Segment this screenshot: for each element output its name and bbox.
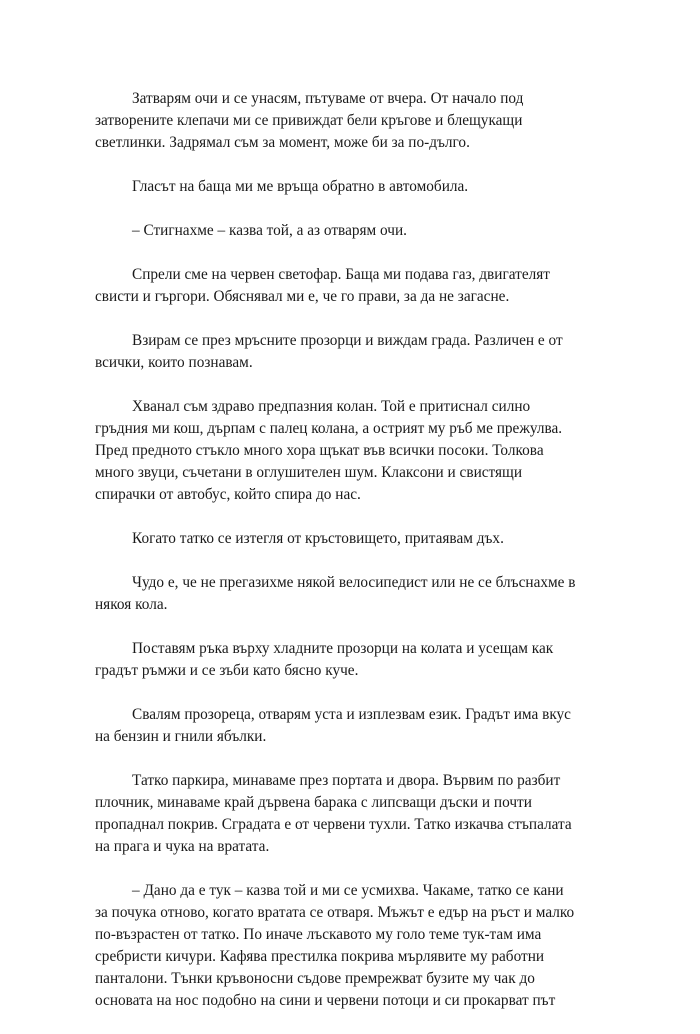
- paragraph: [95, 572, 615, 616]
- text-line: спирачки от автобус, който спира до нас.: [95, 486, 361, 503]
- text-line: всички, които познавам.: [95, 354, 253, 371]
- text-line: Затварям очи и се унасям, пътуваме от вчера. От начало под: [132, 90, 524, 107]
- text-line: затворените клепачи ми се привиждат бели кръгове и блещукащи: [95, 112, 523, 129]
- paragraph: [95, 220, 615, 242]
- body-text: [95, 88, 615, 1034]
- paragraph: [95, 638, 615, 682]
- text-line: Пред предното стъкло много хора щъкат във всички посоки. Толкова: [95, 442, 544, 459]
- text-line: гръдния ми кош, дърпам с палец колана, а острият му ръб ме прежулва.: [95, 420, 563, 437]
- text-line: плочник, минаваме край дървена барака с липсващи дъски и почти: [95, 794, 532, 811]
- text-line: свисти и гъргори. Обяснявал ми е, че го прави, за да не загасне.: [95, 288, 510, 305]
- paragraph: [95, 396, 615, 506]
- text-line: – Дано да е тук – казва той и ми се усмихва. Чакаме, татко се кани: [132, 882, 564, 899]
- text-line: Поставям ръка върху хладните прозорци на колата и усещам как: [132, 640, 554, 657]
- text-line: – Стигнахме – казва той, а аз отварям очи.: [132, 222, 407, 239]
- text-line: сребристи кичури. Кафява престилка покрива мърлявите му работни: [95, 948, 545, 965]
- text-line: Спрели сме на червен светофар. Баща ми подава газ, двигателят: [132, 266, 550, 283]
- text-line: на прага и чука на вратата.: [95, 838, 270, 855]
- paragraph: [95, 88, 615, 154]
- paragraph: [95, 770, 615, 858]
- paragraph: [95, 704, 615, 748]
- text-line: панталони. Тънки кръвоносни съдове премрежват бузите му чак до: [95, 970, 535, 987]
- paragraph: [95, 176, 615, 198]
- text-line: Взирам се през мръсните прозорци и виждам града. Различен е от: [132, 332, 563, 349]
- text-line: Когато татко се изтегля от кръстовището, притаявам дъх.: [132, 530, 504, 547]
- text-line: Чудо е, че не прегазихме някой велосипедист или не се блъснахме в: [132, 574, 576, 591]
- text-line: пропаднал покрив. Сградата е от червени тухли. Татко изкачва стъпалата: [95, 816, 572, 833]
- text-line: светлинки. Задрямал съм за момент, може би за по-дълго.: [95, 134, 470, 151]
- paragraph: [95, 264, 615, 308]
- text-line: по-възрастен от татко. По иначе лъскавото му голо теме тук-там има: [95, 926, 542, 943]
- text-line: Хванал съм здраво предпазния колан. Той е притиснал силно: [132, 398, 531, 415]
- paragraph: [95, 880, 615, 1012]
- text-line: за почука отново, когато вратата се отваря. Мъжът е едър на ръст и малко: [95, 904, 575, 921]
- text-line: основата на нос подобно на сини и червени потоци и си прокарват път: [95, 992, 556, 1009]
- text-line: Татко паркира, минаваме през портата и двора. Вървим по разбит: [132, 772, 561, 789]
- text-line: Гласът на баща ми ме връща обратно в автомобила.: [132, 178, 469, 195]
- text-line: някоя кола.: [95, 596, 168, 613]
- text-line: на бензин и гнили ябълки.: [95, 728, 267, 745]
- paragraph: [95, 330, 615, 374]
- text-line: много звуци, съчетани в оглушителен шум. Клаксони и свистящи: [95, 464, 523, 481]
- paragraph: [95, 528, 615, 550]
- text-line: Свалям прозореца, отварям уста и изплезвам език. Градът има вкус: [132, 706, 571, 723]
- text-line: градът ръмжи и се зъби като бясно куче.: [95, 662, 359, 679]
